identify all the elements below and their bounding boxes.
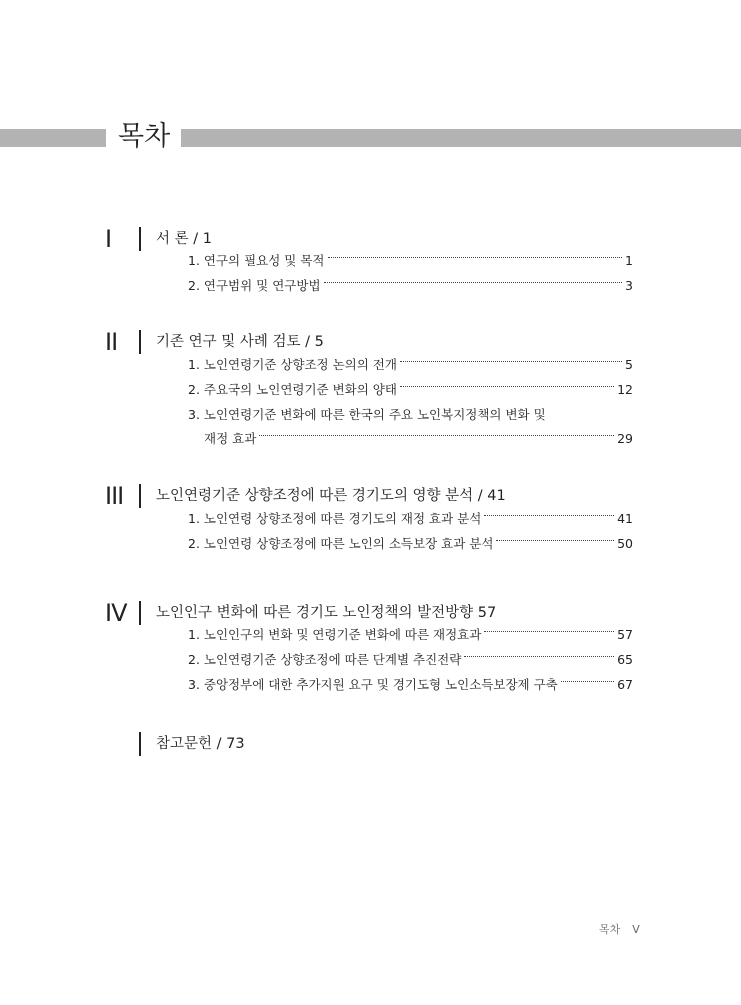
entry-page: 12 [617,382,633,397]
entry-label: 1. 노인인구의 변화 및 연령기준 변화에 따른 재정효과 [188,627,482,642]
chapter-divider [139,601,141,625]
dot-leader [328,257,623,258]
entry-page: 1 [625,253,633,268]
entry-page: 29 [617,431,633,446]
toc-entry-continuation[interactable] [204,429,633,449]
entry-page: 50 [617,536,633,551]
entry-label: 1. 노인연령 상향조정에 따른 경기도의 재정 효과 분석 [188,511,482,526]
entry-page: 41 [617,511,633,526]
dot-leader [496,540,614,541]
entry-page: 5 [625,357,633,372]
chapter-title[interactable]: 노인인구 변화에 따른 경기도 노인정책의 발전방향 57 [156,605,497,621]
entry-label: 2. 노인연령기준 상향조정에 따른 단계별 추진전략 [188,652,462,667]
entry-label: 2. 연구범위 및 연구방법 [188,278,321,293]
entry-page: 67 [617,677,633,692]
toc-entry[interactable] [188,625,633,645]
title-bar-left [0,129,106,147]
chapter-number: IV [105,599,127,627]
dot-leader [400,361,622,362]
dot-leader [561,681,614,682]
chapter-number: I [105,225,112,253]
chapter-number: II [105,328,118,356]
chapter-divider [139,330,141,354]
chapter-title[interactable]: 서 론 / 1 [156,231,212,247]
chapter-title[interactable]: 참고문헌 / 73 [156,736,245,752]
entry-label: 3. 중앙정부에 대한 추가지원 요구 및 경기도형 노인소득보장제 구축 [188,677,558,692]
toc-entry[interactable] [188,509,633,529]
chapter-divider [139,227,141,251]
footer-label: 목차 [599,923,621,936]
page-footer [599,921,640,937]
dot-leader [324,282,623,283]
dot-leader [259,435,614,436]
toc-entry-line[interactable]: 3. 노인연령기준 변화에 따른 한국의 주요 노인복지정책의 변화 및 [188,407,546,422]
entry-page: 57 [617,627,633,642]
entry-label: 2. 주요국의 노인연령기준 변화의 양태 [188,382,397,397]
toc-title: 목차 [118,121,171,152]
entry-label: 1. 노인연령기준 상향조정 논의의 전개 [188,357,397,372]
entry-label: 1. 연구의 필요성 및 목적 [188,253,325,268]
chapter-divider [139,732,141,756]
toc-entry[interactable] [188,276,633,296]
entry-page: 3 [625,278,633,293]
footer-page-number: V [632,923,640,936]
chapter-divider [139,484,141,508]
chapter-title[interactable]: 기존 연구 및 사례 검토 / 5 [156,334,324,350]
entry-label: 2. 노인연령 상향조정에 따른 노인의 소득보장 효과 분석 [188,536,494,551]
toc-entry[interactable] [188,650,633,670]
dot-leader [484,515,614,516]
chapter-number: III [105,482,124,510]
dot-leader [464,656,614,657]
title-bar-right [181,129,741,147]
chapter-title[interactable]: 노인연령기준 상향조정에 따른 경기도의 영향 분석 / 41 [156,488,506,504]
dot-leader [484,631,614,632]
toc-entry[interactable] [188,534,633,554]
toc-entry[interactable] [188,251,633,271]
entry-page: 65 [617,652,633,667]
dot-leader [400,386,614,387]
toc-entry[interactable] [188,355,633,375]
entry-label: 재정 효과 [204,431,257,446]
toc-entry[interactable] [188,380,633,400]
toc-entry[interactable] [188,675,633,695]
